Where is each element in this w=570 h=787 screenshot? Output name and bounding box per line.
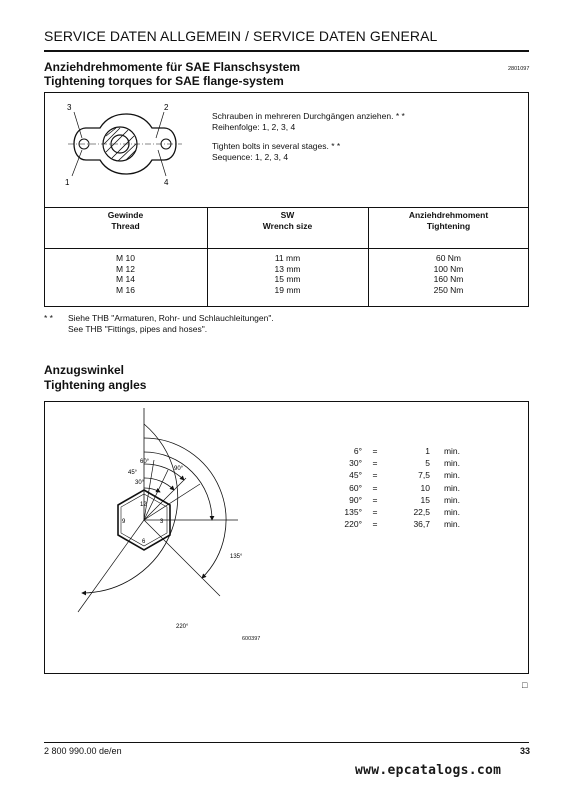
- table-cell: 160 Nm: [433, 274, 464, 284]
- table-cell: 22,5: [413, 507, 430, 518]
- angles-title-en: Tightening angles: [44, 378, 147, 392]
- table-cell: =: [372, 458, 378, 469]
- table-cell: 90°: [349, 494, 362, 505]
- col-header-thread-en: Thread: [111, 220, 140, 231]
- table-top-rule: [44, 207, 529, 208]
- table-cell: 10: [420, 482, 430, 493]
- header-rule: [44, 50, 529, 52]
- table-cell: min.: [443, 458, 460, 469]
- table-cell: 1: [425, 446, 430, 456]
- bolt-label-2: 2: [164, 103, 169, 112]
- page-number: 33: [520, 746, 531, 756]
- table-cell: =: [372, 494, 378, 505]
- footnote-mark: * *: [44, 313, 53, 323]
- angle-label-90: 90°: [174, 466, 184, 472]
- table-row: [330, 506, 460, 518]
- table-cell: 100 Nm: [433, 263, 464, 274]
- angles-title-de: Anzugswinkel: [44, 363, 125, 377]
- flange-title-de: Anziehdrehmomente für SAE Flanschsystem: [44, 60, 301, 74]
- table-cell: =: [372, 482, 378, 493]
- table-row: [330, 445, 460, 457]
- table-cell: =: [372, 446, 378, 456]
- col-header-torque-de: Anziehdrehmoment: [408, 210, 489, 220]
- flange-diagram: [60, 98, 190, 194]
- col-header-sw: [207, 210, 368, 231]
- table-cell: 135°: [344, 507, 362, 518]
- angle-label-60: 60°: [140, 459, 150, 465]
- flange-figure-code: 2801097: [508, 66, 530, 72]
- clock-label-6: 6: [142, 539, 146, 545]
- table-row: [330, 494, 460, 506]
- col-header-torque-en: Tightening: [426, 220, 471, 231]
- table-cell: 220°: [344, 519, 362, 530]
- angle-diagram: [60, 400, 270, 650]
- table-cell: min.: [443, 446, 460, 456]
- col-header-sw-de: SW: [280, 210, 295, 220]
- col-torque: [368, 253, 529, 295]
- table-cell: min.: [443, 494, 460, 505]
- clock-label-12: 12: [140, 502, 147, 508]
- watermark: www.epcatalogs.com: [355, 763, 502, 778]
- table-cell: 7,5: [418, 470, 430, 481]
- table-cell: M 12: [116, 263, 135, 274]
- table-cell: M 16: [116, 284, 135, 295]
- table-cell: =: [372, 470, 378, 481]
- angles-figure-code: 600397: [242, 636, 261, 642]
- page-title: SERVICE DATEN ALLGEMEIN / SERVICE DATEN GENERAL: [44, 28, 438, 44]
- table-row: [330, 482, 460, 494]
- table-cell: =: [372, 507, 378, 518]
- table-cell: min.: [443, 519, 460, 530]
- flange-title-en: Tightening torques for SAE flange-system: [44, 74, 284, 88]
- bolt-label-3: 3: [67, 103, 72, 112]
- table-cell: 5: [425, 458, 430, 469]
- table-cell: 45°: [349, 470, 362, 481]
- table-cell: 11 mm: [274, 253, 301, 263]
- table-cell: min.: [443, 482, 460, 493]
- table-cell: 19 mm: [274, 284, 301, 295]
- col-sw: [207, 253, 368, 295]
- flange-note-de-2: Reihenfolge: 1, 2, 3, 4: [212, 122, 296, 132]
- col-header-sw-en: Wrench size: [262, 220, 313, 231]
- table-cell: 15: [420, 494, 430, 505]
- angle-label-30: 30°: [135, 480, 145, 486]
- bolt-label-1: 1: [65, 178, 70, 187]
- end-mark: □: [522, 680, 528, 690]
- clock-label-9: 9: [122, 519, 126, 525]
- table-cell: min.: [443, 507, 460, 518]
- table-row: [330, 518, 460, 530]
- table-cell: 60°: [349, 482, 362, 493]
- col-header-thread: [44, 210, 207, 231]
- table-cell: 30°: [349, 458, 362, 469]
- table-row: [330, 469, 460, 481]
- angles-table: [330, 445, 460, 530]
- flange-note-en-1: Tighten bolts in several stages. * *: [212, 141, 341, 151]
- footnote-en: See THB "Fittings, pipes and hoses".: [68, 324, 208, 334]
- table-cell: 60 Nm: [435, 253, 462, 263]
- table-cell: 13 mm: [274, 263, 301, 274]
- flange-note-de-1: Schrauben in mehreren Durchgängen anziehen. * *: [212, 111, 405, 121]
- clock-label-3: 3: [160, 519, 164, 525]
- col-thread: [44, 253, 207, 295]
- table-row: [330, 457, 460, 469]
- table-cell: 36,7: [413, 519, 430, 530]
- table-header-rule: [44, 248, 529, 249]
- angle-label-220: 220°: [176, 624, 189, 630]
- col-header-thread-de: Gewinde: [107, 210, 144, 220]
- table-cell: min.: [443, 470, 460, 481]
- footnote-de: Siehe THB "Armaturen, Rohr- und Schlauchleitungen".: [68, 313, 274, 323]
- footer-rule: [44, 742, 529, 743]
- doc-number: 2 800 990.00 de/en: [44, 746, 122, 756]
- table-cell: 15 mm: [274, 274, 301, 284]
- table-cell: M 10: [116, 253, 135, 263]
- table-cell: 250 Nm: [433, 284, 464, 295]
- table-cell: M 14: [116, 274, 135, 284]
- table-cell: =: [372, 519, 378, 530]
- table-cell: 6°: [353, 446, 362, 456]
- angle-label-45: 45°: [128, 470, 138, 476]
- bolt-label-4: 4: [164, 178, 169, 187]
- col-header-torque: [368, 210, 529, 231]
- flange-note-en-2: Sequence: 1, 2, 3, 4: [212, 152, 289, 162]
- angle-label-135: 135°: [230, 554, 243, 560]
